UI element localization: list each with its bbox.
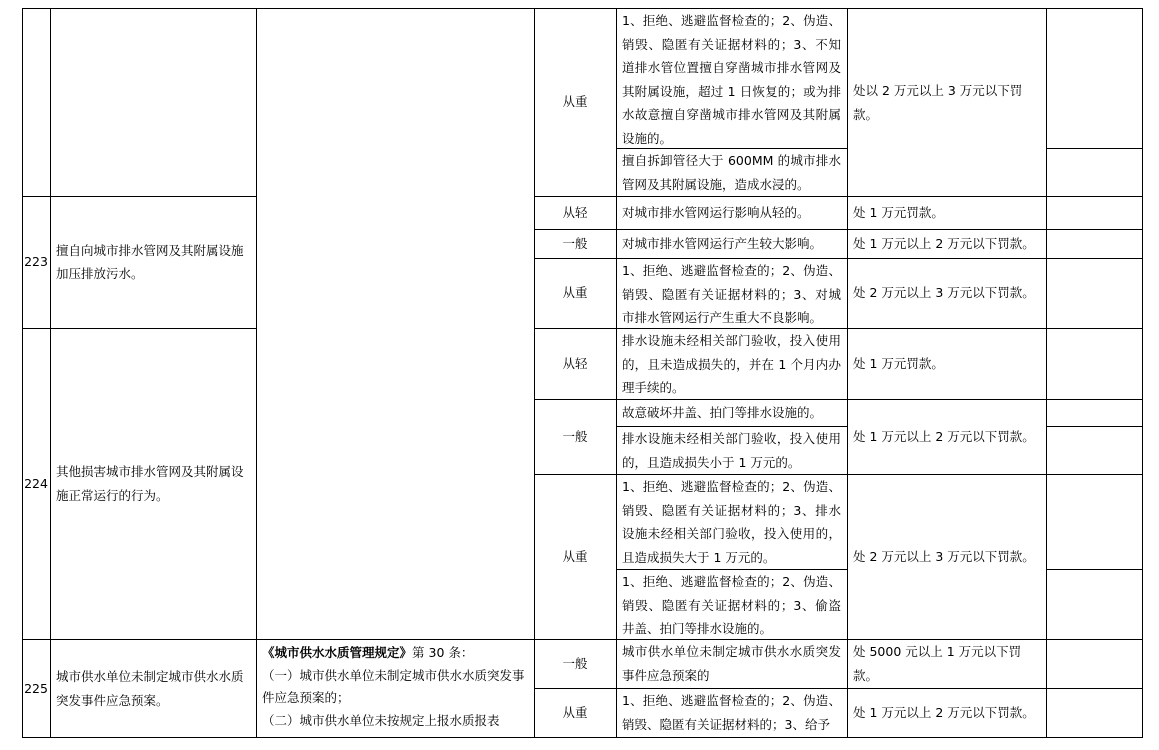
penalty-cell: 处 1 万元以上 2 万元以下罚款。 (853, 705, 1035, 721)
row-number: 224 (24, 475, 48, 491)
condition-cell: 城市供水单位未制定城市供水水质突发事件应急预案的 (622, 644, 841, 683)
condition-cell: 1、拒绝、逃避监督检查的；2、伪造、销毁、隐匿有关证据材料的；3、偷盗井盖、拍门等排水设施的。 (622, 574, 841, 636)
condition-cell: 对城市排水管网运行产生较大影响。 (622, 235, 823, 251)
level-cell: 一般 (562, 235, 588, 251)
condition-cell: 排水设施未经相关部门验收，投入使用的，且未造成损失的，并在 1 个月内办理手续的。 (622, 333, 841, 395)
grid-line (847, 8, 848, 738)
grid-line (534, 474, 1143, 475)
behavior-cell: 城市供水单位未制定城市供水水质突发事件应急预案。 (56, 669, 244, 708)
level-cell: 一般 (562, 428, 588, 444)
penalty-cell: 处 1 万元以上 2 万元以下罚款。 (853, 235, 1035, 251)
legal-basis-cell (256, 641, 534, 738)
condition-cell: 对城市排水管网运行影响从轻的。 (622, 204, 810, 220)
row-number: 223 (24, 254, 48, 270)
penalty-cell: 处 2 万元以上 3 万元以下罚款。 (853, 548, 1035, 564)
penalty-cell: 处以 2 万元以上 3 万元以下罚款。 (853, 83, 1023, 122)
grid-line (534, 8, 535, 738)
grid-line (22, 8, 23, 738)
grid-line (22, 639, 1143, 640)
grid-line (534, 229, 1143, 230)
grid-line (256, 8, 257, 738)
grid-line (616, 569, 847, 570)
grid-line (1046, 148, 1143, 149)
level-cell: 从重 (562, 548, 588, 564)
regulation-title: 《城市供水水质管理规定》 (262, 645, 413, 660)
level-cell: 从轻 (562, 204, 588, 220)
condition-cell: 故意破坏井盖、拍门等排水设施的。 (622, 404, 823, 420)
condition-cell: 擅自拆卸管径大于 600MM 的城市排水管网及其附属设施，造成水浸的。 (622, 153, 841, 192)
grid-line (22, 8, 1143, 9)
level-cell: 从重 (562, 285, 588, 301)
grid-line (1046, 8, 1047, 738)
basis-item: （二）城市供水单位未按规定上报水质报表 (262, 712, 500, 728)
condition-cell: 1、拒绝、逃避监督检查的；2、伪造、销毁、隐匿有关证据材料的；3、对城市排水管网运行产生重大不良影响。 (622, 263, 841, 325)
grid-line (22, 328, 256, 329)
level-cell: 一般 (562, 655, 588, 671)
grid-line (534, 328, 1143, 329)
basis-item: （一）城市供水单位未制定城市供水水质突发事件应急预案的； (262, 667, 525, 705)
penalty-cell: 处 2 万元以上 3 万元以下罚款。 (853, 285, 1035, 301)
level-cell: 从重 (562, 94, 588, 110)
grid-line (534, 196, 1143, 197)
behavior-cell: 其他损害城市排水管网及其附属设施正常运行的行为。 (56, 464, 244, 503)
row-number: 225 (24, 680, 48, 696)
grid-line (534, 258, 1143, 259)
level-cell: 从重 (562, 705, 588, 721)
grid-line (616, 8, 617, 738)
grid-line (616, 148, 847, 149)
penalty-cell: 处 1 万元以上 2 万元以下罚款。 (853, 428, 1035, 444)
grid-line (1046, 426, 1143, 427)
grid-line (50, 8, 51, 738)
grid-line (22, 737, 1143, 738)
grid-line (1142, 8, 1143, 738)
grid-line (534, 688, 1143, 689)
grid-line (534, 399, 1143, 400)
grid-line (22, 196, 256, 197)
level-cell: 从轻 (562, 355, 588, 371)
condition-cell: 1、拒绝、逃避监督检查的；2、伪造、销毁、隐匿有关证据材料的；3、给予 (622, 693, 841, 732)
condition-cell: 排水设施未经相关部门验收，投入使用的，且造成损失小于 1 万元的。 (622, 431, 841, 470)
penalty-cell: 处 1 万元罚款。 (853, 204, 944, 220)
article-ref: 第 30 条： (412, 645, 474, 660)
condition-cell: 1、拒绝、逃避监督检查的；2、伪造、销毁、隐匿有关证据材料的；3、不知道排水管位置擅自穿凿城市排水管网及其附属设施，超过 1 日恢复的；或为排水故意擅自穿凿城市排水管网及其附属设施的。 (622, 13, 841, 146)
grid-line (1046, 569, 1143, 570)
condition-cell: 1、拒绝、逃避监督检查的；2、伪造、销毁、隐匿有关证据材料的；3、排水设施未经相关部门验收，投入使用的，且造成损失大于 1 万元的。 (622, 479, 841, 565)
behavior-cell: 擅自向城市排水管网及其附属设施加压排放污水。 (56, 242, 244, 281)
penalty-cell: 处 5000 元以上 1 万元以下罚款。 (853, 644, 1022, 683)
grid-line (616, 426, 847, 427)
penalty-cell: 处 1 万元罚款。 (853, 355, 944, 371)
